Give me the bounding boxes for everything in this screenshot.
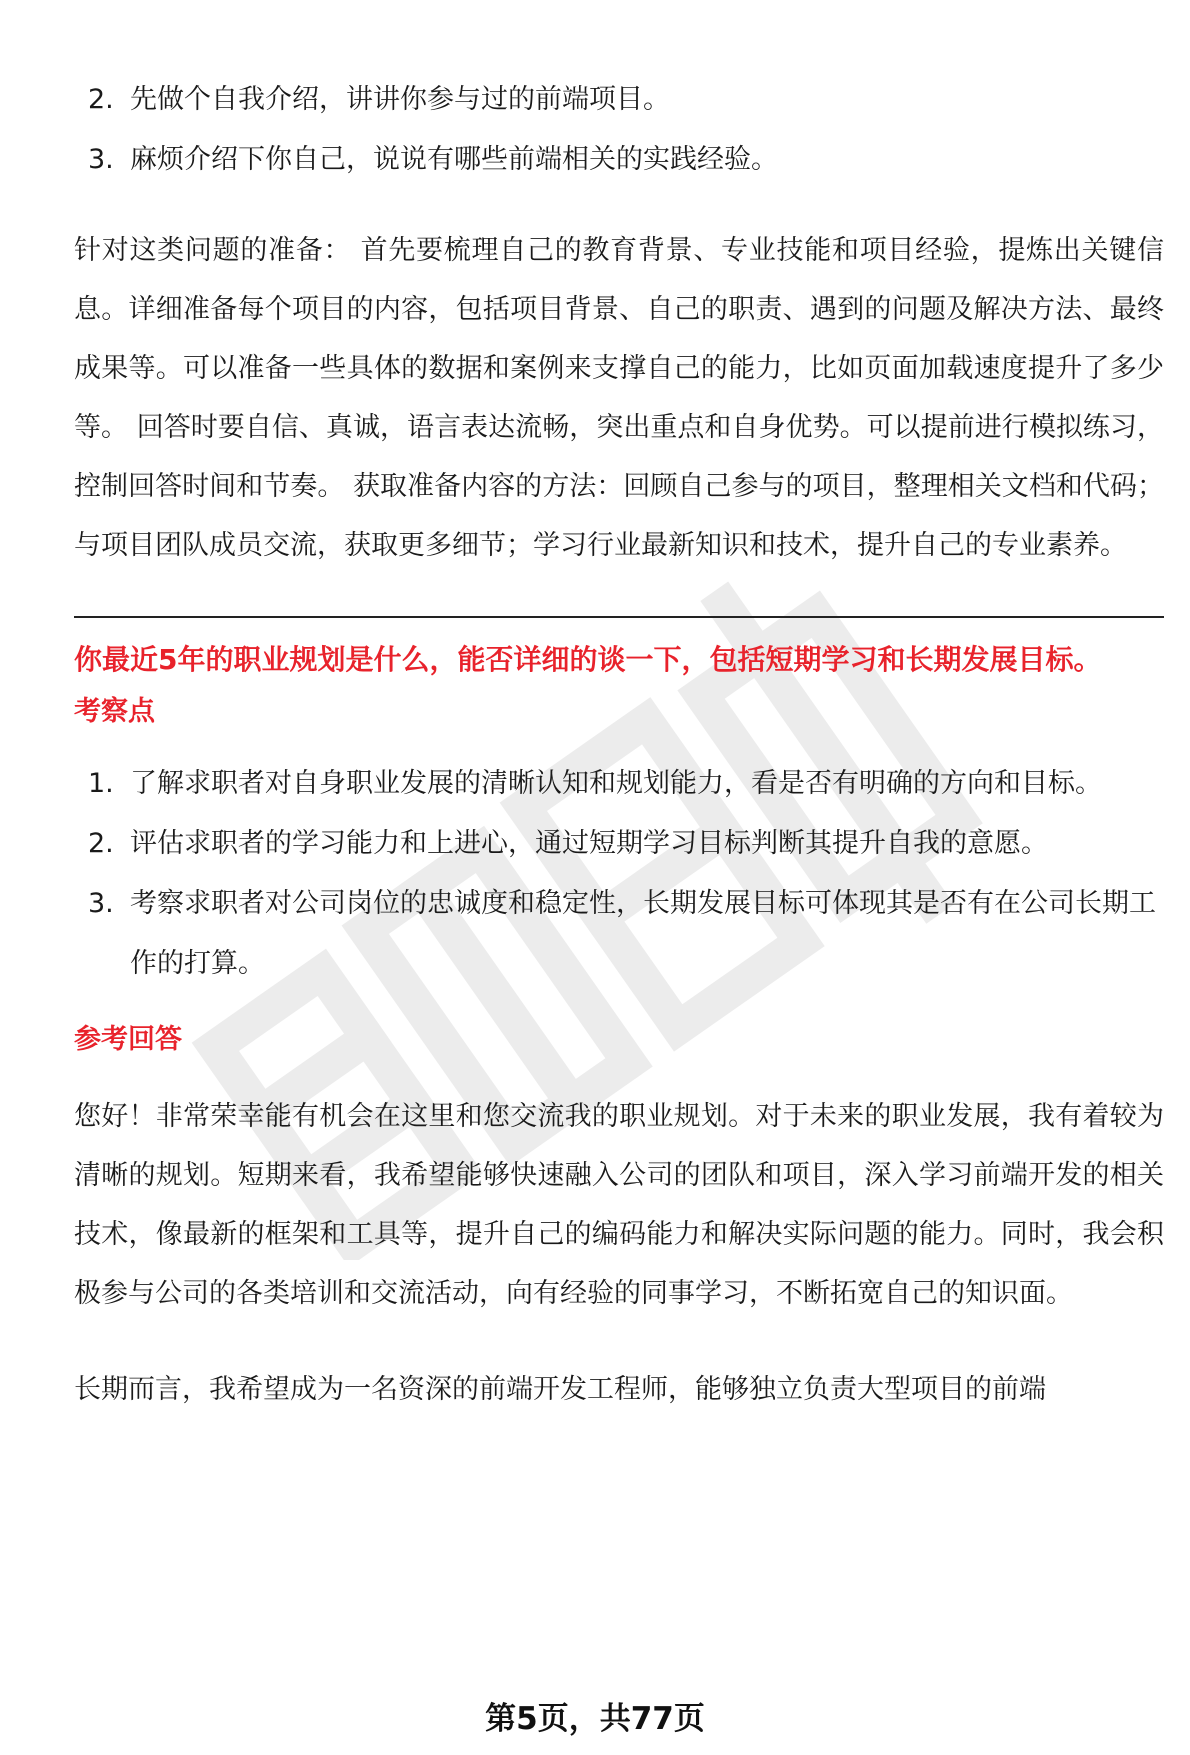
- list-item: [74, 130, 1164, 190]
- preparation-paragraph: 针对这类问题的准备： 首先要梳理自己的教育背景、专业技能和项目经验，提炼出关键信息。详细准备每个项目的内容，包括项目背景、自己的职责、遇到的问题及解决方法、最终成果等。可以准备一些具体的数据和案例来支撑自己的能力，比如页面加载速度提升了多少等。 回答时要自信、真诚，语言表达流畅，突出重点和自身优势。可以提前进行模拟练习，控制回答时间和节奏。 获取准备内容的方法：回顾自己参与的项目，整理相关文档和代码；与项目团队成员交流，获取更多细节；学习行业最新知识和技术，提升自己的专业素养。: [74, 235, 1164, 561]
- section-divider: [74, 616, 1164, 618]
- list-number: 2.: [88, 828, 114, 859]
- answer-paragraph: 您好！非常荣幸能有机会在这里和您交流我的职业规划。对于未来的职业发展，我有着较为清晰的规划。短期来看，我希望能够快速融入公司的团队和项目，深入学习前端开发的相关技术，像最新的框架和工具等，提升自己的编码能力和解决实际问题的能力。同时，我会积极参与公司的各类培训和交流活动，向有经验的同事学习，不断拓宽自己的知识面。: [74, 1101, 1164, 1309]
- focus-heading: 考察点: [74, 696, 155, 727]
- list-text: 考察求职者对公司岗位的忠诚度和稳定性，长期发展目标可体现其是否有在公司长期工作的打算。: [130, 888, 1156, 979]
- list-item: [74, 814, 1164, 874]
- list-item: [74, 70, 1164, 130]
- list-number: 3.: [88, 144, 114, 175]
- question-title: 你最近5年的职业规划是什么，能否详细的谈一下，包括短期学习和长期发展目标。: [74, 643, 1102, 676]
- list-number: 1.: [88, 768, 114, 799]
- list-text: 评估求职者的学习能力和上进心，通过短期学习目标判断其提升自我的意愿。: [130, 828, 1048, 859]
- focus-points-list: [74, 754, 1164, 994]
- main-content: [74, 70, 1164, 1419]
- answer-heading: 参考回答: [74, 1024, 182, 1055]
- list-text: 了解求职者对自身职业发展的清晰认知和规划能力，看是否有明确的方向和目标。: [130, 768, 1102, 799]
- list-item: [74, 874, 1164, 994]
- answer-paragraph: 长期而言，我希望成为一名资深的前端开发工程师，能够独立负责大型项目的前端: [74, 1374, 1046, 1405]
- intro-question-list: [74, 70, 1164, 190]
- list-number: 2.: [88, 84, 114, 115]
- page-number-footer: 第5页，共77页: [485, 1701, 705, 1737]
- list-text: 麻烦介绍下你自己，说说有哪些前端相关的实践经验。: [130, 144, 778, 175]
- list-item: [74, 754, 1164, 814]
- list-text: 先做个自我介绍，讲讲你参与过的前端项目。: [130, 84, 670, 115]
- list-number: 3.: [88, 888, 114, 919]
